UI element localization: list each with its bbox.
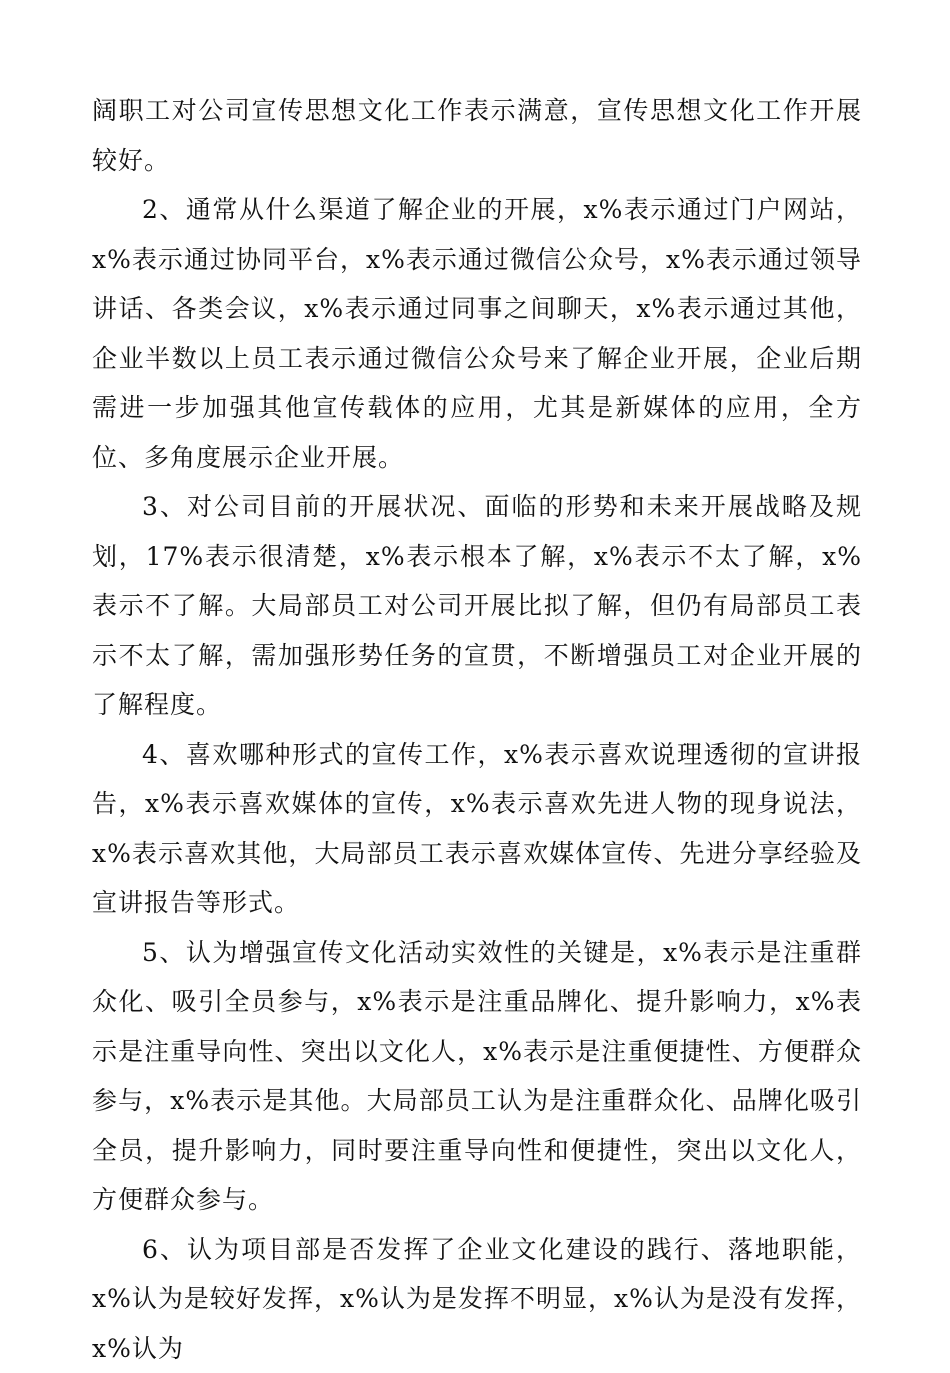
paragraph-item-6: 6、认为项目部是否发挥了企业文化建设的践行、落地职能，x%认为是较好发挥，x%认为是发挥不明显，x%认为是没有发挥，x%认为: [92, 1225, 862, 1373]
paragraph-item-4: 4、喜欢哪种形式的宣传工作，x%表示喜欢说理透彻的宣讲报告，x%表示喜欢媒体的宣传，x%表示喜欢先进人物的现身说法，x%表示喜欢其他，大局部员工表示喜欢媒体宣传、先进分享经验及宣讲报告等形式。: [92, 730, 862, 928]
paragraph-item-5: 5、认为增强宣传文化活动实效性的关键是，x%表示是注重群众化、吸引全员参与，x%表示是注重品牌化、提升影响力，x%表示是注重导向性、突出以文化人，x%表示是注重便捷性、方便群众参与，x%表示是其他。大局部员工认为是注重群众化、品牌化吸引全员，提升影响力，同时要注重导向性和便捷性，突出以文化人，方便群众参与。: [92, 928, 862, 1225]
paragraph-item-2: 2、通常从什么渠道了解企业的开展，x%表示通过门户网站，x%表示通过协同平台，x%表示通过微信公众号，x%表示通过领导讲话、各类会议，x%表示通过同事之间聊天，x%表示通过其他，企业半数以上员工表示通过微信公众号来了解企业开展，企业后期需进一步加强其他宣传载体的应用，尤其是新媒体的应用，全方位、多角度展示企业开展。: [92, 185, 862, 482]
paragraph-item-3: 3、对公司目前的开展状况、面临的形势和未来开展战略及规划，17%表示很清楚，x%表示根本了解，x%表示不太了解，x%表示不了解。大局部员工对公司开展比拟了解，但仍有局部员工表示不太了解，需加强形势任务的宣贯，不断增强员工对企业开展的了解程度。: [92, 482, 862, 730]
paragraph-continuation: 阔职工对公司宣传思想文化工作表示满意，宣传思想文化工作开展较好。: [92, 86, 862, 185]
document-page: [92, 86, 862, 1373]
